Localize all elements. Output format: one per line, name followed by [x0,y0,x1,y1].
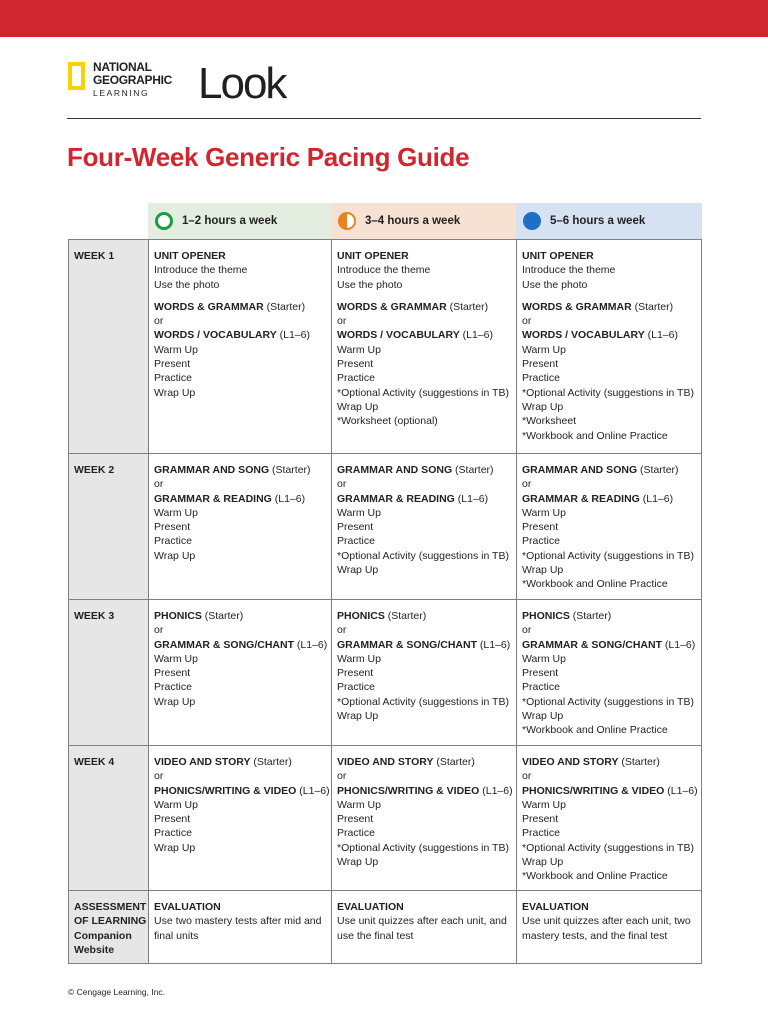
cell-line [337,249,509,263]
cell-line: or [337,624,347,637]
heading-qualifier: (L1–6) [276,329,310,342]
cell-line: Wrap Up [337,856,379,869]
cell-line: or [337,478,347,491]
column-header-5-6-hours [516,203,702,239]
bold-heading: GRAMMAR & READING [337,492,455,505]
cell-line: or [154,315,164,328]
cell-line: Use unit quizzes after each unit, and [337,915,507,928]
bold-heading: GRAMMAR & SONG/CHANT [522,638,662,651]
line-spacer [522,292,694,300]
bold-heading: GRAMMAR AND SONG [337,464,453,476]
cell-3-4-hours [337,609,510,723]
cell-line: Present [337,667,374,680]
cell-line: *Optional Activity (suggestions in TB) [337,386,509,399]
cell-line: or [522,624,532,637]
cell-line: WEEK 2 [74,464,115,476]
heading-qualifier: (L1–6) [271,492,306,505]
yellow-border-icon [68,62,85,90]
heading-qualifier: (L1–6) [296,784,330,797]
cell-5-6-hours [522,755,698,884]
cell-line [337,784,513,798]
bold-heading: EVALUATION [154,901,221,913]
cell-line: Practice [154,827,192,840]
heading-qualifier: (Starter) [446,300,489,313]
cell-line: Practice [154,535,192,548]
cell-line: Wrap Up [522,400,564,413]
cell-line: Warm Up [154,652,198,665]
heading-qualifier: (Starter) [269,464,311,476]
cell-line: Present [154,813,191,826]
cell-line: or [337,315,347,328]
cell-line: Warm Up [337,798,381,811]
cell-line: *Worksheet (optional) [337,415,438,428]
cell-line: Present [337,521,374,534]
heading-qualifier: (L1–6) [477,638,511,651]
cell-line: Practice [154,372,192,385]
table-body [68,239,702,964]
cell-line [154,755,330,769]
cell-line: Practice [337,535,375,548]
bold-heading: WORDS / VOCABULARY [337,329,460,342]
cell-line: Present [337,813,374,826]
cell-line: Present [522,667,559,680]
cell-line: WEEK 4 [74,756,115,768]
heading-qualifier: (Starter) [263,300,306,313]
cell-line: *Optional Activity (suggestions in TB) [522,695,694,708]
cell-line: or [154,624,164,637]
cell-line [154,249,310,263]
logo-line-learning: LEARNING [93,88,150,98]
cell-line: Use unit quizzes after each unit, two [522,915,691,928]
heading-qualifier: (Starter) [637,464,679,476]
cell-line: Practice [337,372,375,385]
cell-line: Present [154,667,191,680]
cell-3-4-hours [337,463,509,577]
cell-3-4-hours [337,755,513,869]
cell-line: Present [154,358,191,371]
row-label [74,463,114,477]
column-header-3-4-hours [331,203,516,239]
heading-qualifier: (Starter) [631,300,674,313]
cell-line [154,638,327,652]
bold-heading: VIDEO AND STORY [522,756,619,768]
cell-line: *Workbook and Online Practice [522,578,668,591]
bold-heading: GRAMMAR & SONG/CHANT [337,638,477,651]
bold-heading: EVALUATION [522,901,589,913]
cell-line: Present [522,813,559,826]
bold-heading: GRAMMAR & SONG/CHANT [154,638,294,651]
cell-line [154,492,311,506]
product-logo-look: Look [198,59,286,108]
cell-line: *Optional Activity (suggestions in TB) [337,841,509,854]
cell-line: Wrap Up [154,695,196,708]
cell-line: Introduce the theme [154,264,248,277]
cell-line [522,492,694,506]
cell-line [154,609,327,623]
cell-line: or [154,770,164,783]
cell-line: Wrap Up [154,549,196,562]
bold-heading: VIDEO AND STORY [337,756,434,768]
cell-line: Warm Up [522,798,566,811]
cell-line: Website [74,943,115,956]
cell-line [522,784,698,798]
header-divider [67,118,701,119]
bold-heading: GRAMMAR AND SONG [522,464,638,476]
heading-qualifier: (Starter) [201,610,244,622]
bold-heading: UNIT OPENER [522,250,594,262]
heading-qualifier: (L1–6) [294,638,328,651]
cell-1-2-hours [154,249,310,400]
cell-line: *Optional Activity (suggestions in TB) [337,549,509,562]
cell-line: Wrap Up [522,564,564,577]
bold-heading: VIDEO AND STORY [154,756,251,768]
cell-line: Wrap Up [337,400,379,413]
logo-line-geographic: GEOGRAPHIC [93,73,173,87]
cell-line: or [522,478,532,491]
cell-line: Warm Up [337,506,381,519]
cell-line [74,914,146,928]
cell-line: Wrap Up [522,710,564,723]
bold-heading: PHONICS [337,610,385,622]
cell-line: or [337,770,347,783]
cell-line [337,463,509,477]
copyright-footer: © Cengage Learning, Inc. [68,987,165,997]
cell-line [337,900,507,914]
top-brand-bar [0,0,768,37]
heading-qualifier: (Starter) [569,610,612,622]
table-row-week-2 [69,453,701,599]
cell-line: use the final test [337,929,414,942]
table-row-week-3 [69,599,701,745]
bold-heading: WORDS / VOCABULARY [522,329,645,342]
cell-line: Use the photo [522,278,588,291]
line-spacer [337,292,509,300]
cell-line: Present [522,521,559,534]
column-divider [331,240,332,963]
cell-line: *Workbook and Online Practice [522,724,668,737]
cell-line: or [522,315,532,328]
column-header-label: 3–4 hours a week [365,215,461,227]
cell-line [522,328,694,342]
cell-line [522,300,694,314]
row-label [74,609,114,623]
pacing-table [68,203,702,964]
cell-line: Warm Up [154,506,198,519]
bold-heading: PHONICS/WRITING & VIDEO [522,784,665,797]
row-label [74,249,114,263]
cell-line: Wrap Up [337,710,379,723]
heading-qualifier: (L1–6) [662,638,696,651]
bold-heading: GRAMMAR & READING [522,492,640,505]
cell-line [337,492,509,506]
heading-qualifier: (L1–6) [644,329,678,342]
cell-5-6-hours [522,900,691,943]
cell-line: WEEK 1 [74,250,115,262]
cell-line: Practice [522,535,560,548]
cell-line [154,300,310,314]
cell-line: Practice [522,827,560,840]
cell-1-2-hours [154,900,321,943]
cell-line: Warm Up [154,343,198,356]
cell-line: Warm Up [522,506,566,519]
cell-line: Wrap Up [337,564,379,577]
cell-line: or [154,478,164,491]
bold-heading: ASSESSMENT [74,901,147,913]
column-header-label: 5–6 hours a week [550,215,646,227]
heading-qualifier: (Starter) [452,464,494,476]
cell-line: Practice [522,372,560,385]
cell-5-6-hours [522,463,694,592]
bold-heading: UNIT OPENER [337,250,409,262]
cell-line [337,609,510,623]
cell-line: *Optional Activity (suggestions in TB) [337,695,509,708]
cell-line [337,755,513,769]
cell-line: Practice [154,681,192,694]
national-geographic-learning-logo [68,61,172,103]
cell-line: Practice [337,681,375,694]
table-row-assessment [69,890,701,965]
bold-heading: OF LEARNING [74,915,147,928]
cell-line: Introduce the theme [522,264,616,277]
cell-1-2-hours [154,755,330,855]
cell-line: Present [522,358,559,371]
cell-line [154,784,330,798]
cell-line [154,463,311,477]
cell-line: *Optional Activity (suggestions in TB) [522,386,694,399]
cell-line: Introduce the theme [337,264,431,277]
row-label [74,900,146,957]
column-divider [516,240,517,963]
bold-heading: WORDS & GRAMMAR [522,300,632,313]
heading-qualifier: (L1–6) [454,492,489,505]
heading-qualifier: (Starter) [250,756,292,768]
bold-heading: PHONICS/WRITING & VIDEO [154,784,297,797]
bold-heading: WORDS & GRAMMAR [337,300,447,313]
empty-circle-icon [155,212,173,230]
cell-line: Wrap Up [154,386,196,399]
cell-line: Wrap Up [522,856,564,869]
cell-5-6-hours [522,249,694,443]
cell-line: Wrap Up [154,841,196,854]
cell-line: *Optional Activity (suggestions in TB) [522,549,694,562]
column-header-label: 1–2 hours a week [182,215,278,227]
bold-heading: GRAMMAR AND SONG [154,464,270,476]
cell-line: final units [154,929,199,942]
full-circle-icon [523,212,541,230]
cell-3-4-hours [337,900,507,943]
cell-line: mastery tests, and the final test [522,929,668,942]
cell-3-4-hours [337,249,509,429]
row-label [74,755,114,769]
column-header-1-2-hours [148,203,331,239]
line-spacer [154,292,310,300]
bold-heading: PHONICS/WRITING & VIDEO [337,784,480,797]
cell-line: Use two mastery tests after mid and [154,915,322,928]
cell-1-2-hours [154,463,311,563]
heading-qualifier: (L1–6) [459,329,493,342]
cell-line [74,900,146,914]
logo-line-national: NATIONAL [93,60,152,74]
cell-line: *Worksheet [522,415,577,428]
cell-line [522,638,695,652]
bold-heading: UNIT OPENER [154,250,226,262]
heading-qualifier: (Starter) [618,756,660,768]
cell-line: Warm Up [154,798,198,811]
cell-line: *Workbook and Online Practice [522,870,668,883]
heading-qualifier: (Starter) [384,610,427,622]
cell-line: Warm Up [337,652,381,665]
cell-line [522,609,695,623]
cell-line [522,249,694,263]
cell-line: Use the photo [337,278,403,291]
cell-line: Warm Up [337,343,381,356]
cell-line [522,463,694,477]
cell-5-6-hours [522,609,695,738]
cell-line: Present [154,521,191,534]
cell-line [154,328,310,342]
page-title: Four-Week Generic Pacing Guide [67,142,470,172]
cell-line: or [522,770,532,783]
half-circle-icon [338,212,356,230]
bold-heading: EVALUATION [337,901,404,913]
cell-line [154,900,321,914]
cell-line: Companion [74,929,132,942]
cell-line: Warm Up [522,652,566,665]
bold-heading: PHONICS [154,610,202,622]
cell-line: *Optional Activity (suggestions in TB) [522,841,694,854]
table-row-week-4 [69,745,701,890]
cell-line [522,755,698,769]
logo-wordmark [93,61,172,99]
heading-qualifier: (L1–6) [664,784,698,797]
cell-line [522,900,691,914]
heading-qualifier: (L1–6) [479,784,513,797]
bold-heading: GRAMMAR & READING [154,492,272,505]
cell-line: WEEK 3 [74,610,115,622]
bold-heading: WORDS & GRAMMAR [154,300,264,313]
cell-line: Present [337,358,374,371]
cell-line: Use the photo [154,278,220,291]
cell-line [337,300,509,314]
cell-line: Warm Up [522,343,566,356]
cell-line: Practice [522,681,560,694]
heading-qualifier: (Starter) [433,756,475,768]
table-row-week-1 [69,240,701,453]
heading-qualifier: (L1–6) [639,492,674,505]
column-divider [148,240,149,963]
cell-line [337,638,510,652]
cell-line: *Workbook and Online Practice [522,429,668,442]
bold-heading: WORDS / VOCABULARY [154,329,277,342]
cell-line [337,328,509,342]
bold-heading: PHONICS [522,610,570,622]
cell-1-2-hours [154,609,327,709]
cell-line: Practice [337,827,375,840]
